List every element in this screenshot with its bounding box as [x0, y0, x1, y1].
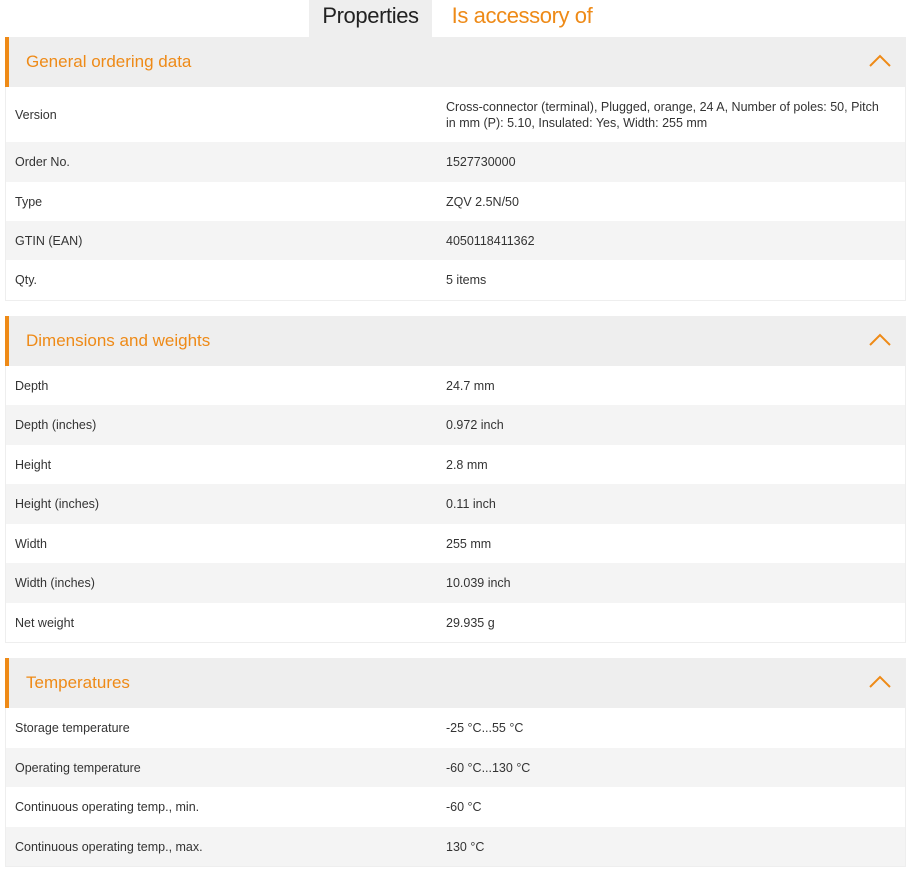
- property-label: Continuous operating temp., min.: [15, 800, 200, 814]
- property-value: 255 mm: [446, 536, 492, 551]
- property-label: Width: [15, 536, 47, 551]
- property-value: 0.11 inch: [446, 497, 496, 511]
- property-value: 1527730000: [446, 155, 516, 169]
- tab-is-accessory-of[interactable]: Is accessory of: [451, 3, 593, 28]
- table-row: [6, 787, 905, 827]
- property-label: Height: [15, 457, 52, 472]
- property-label: GTIN (EAN): [15, 233, 83, 248]
- table-row: [6, 366, 905, 405]
- property-label: Width (inches): [15, 576, 95, 590]
- table-row: [6, 484, 905, 524]
- section-header-temperatures[interactable]: [5, 658, 906, 708]
- property-value: -60 °C...130 °C: [446, 760, 531, 775]
- property-value: 0.972 inch: [446, 418, 504, 432]
- table-row: [6, 142, 905, 182]
- property-label: Net weight: [15, 615, 75, 630]
- table-row: [6, 445, 905, 484]
- property-label: Depth (inches): [15, 418, 97, 432]
- section-temperatures: [5, 658, 906, 867]
- property-rows: [5, 708, 906, 867]
- property-label: Storage temperature: [15, 721, 130, 735]
- section-dimensions-and-weights: [5, 316, 906, 643]
- table-row: [6, 524, 905, 563]
- table-row: [6, 563, 905, 603]
- property-label: Version: [15, 107, 57, 122]
- table-row: [6, 405, 905, 445]
- property-rows: [5, 87, 906, 301]
- property-label: Qty.: [15, 273, 37, 287]
- property-value: ZQV 2.5N/50: [446, 194, 519, 209]
- property-label: Operating temperature: [15, 760, 141, 775]
- table-row: [6, 827, 905, 866]
- property-label: Height (inches): [15, 497, 100, 511]
- property-rows: [5, 366, 906, 643]
- tab-properties[interactable]: Properties: [309, 0, 432, 37]
- table-row: [6, 708, 905, 748]
- table-row: [6, 221, 905, 260]
- section-title: Dimensions and weights: [26, 331, 211, 350]
- table-row: [6, 603, 905, 642]
- property-value: 4050118411362: [446, 233, 535, 248]
- table-row: [6, 260, 905, 300]
- section-header-dimensions[interactable]: [5, 316, 906, 366]
- table-row: [6, 748, 905, 787]
- property-value: Cross-connector (terminal), Plugged, orange, 24 A, Number of poles: 50, Pitch in mm (P): 5.10, Insulated: Yes, Width: 255 mm: [446, 99, 879, 130]
- section-spacer: [5, 643, 906, 658]
- property-value: 2.8 mm: [446, 457, 488, 472]
- chevron-up-icon[interactable]: [868, 52, 892, 68]
- section-general-ordering-data: [5, 37, 906, 301]
- chevron-up-icon[interactable]: [868, 331, 892, 347]
- tab-bar: [0, 0, 913, 37]
- property-value: 24.7 mm: [446, 378, 495, 393]
- property-label: Continuous operating temp., max.: [15, 839, 203, 854]
- property-label: Type: [15, 194, 43, 209]
- section-title: Temperatures: [26, 673, 130, 692]
- property-label: Order No.: [15, 155, 70, 169]
- section-title: General ordering data: [26, 52, 192, 71]
- property-value: 29.935 g: [446, 615, 495, 630]
- table-row: [6, 182, 905, 221]
- table-row: [6, 87, 905, 142]
- property-value: 130 °C: [446, 839, 485, 854]
- section-header-general[interactable]: [5, 37, 906, 87]
- property-value: -25 °C...55 °C: [446, 721, 524, 735]
- section-spacer: [5, 301, 906, 316]
- property-value: -60 °C: [446, 800, 482, 814]
- properties-content: [5, 37, 906, 867]
- chevron-up-icon[interactable]: [868, 673, 892, 689]
- property-value: 5 items: [446, 273, 487, 287]
- property-value: 10.039 inch: [446, 576, 511, 590]
- property-label: Depth: [15, 378, 49, 393]
